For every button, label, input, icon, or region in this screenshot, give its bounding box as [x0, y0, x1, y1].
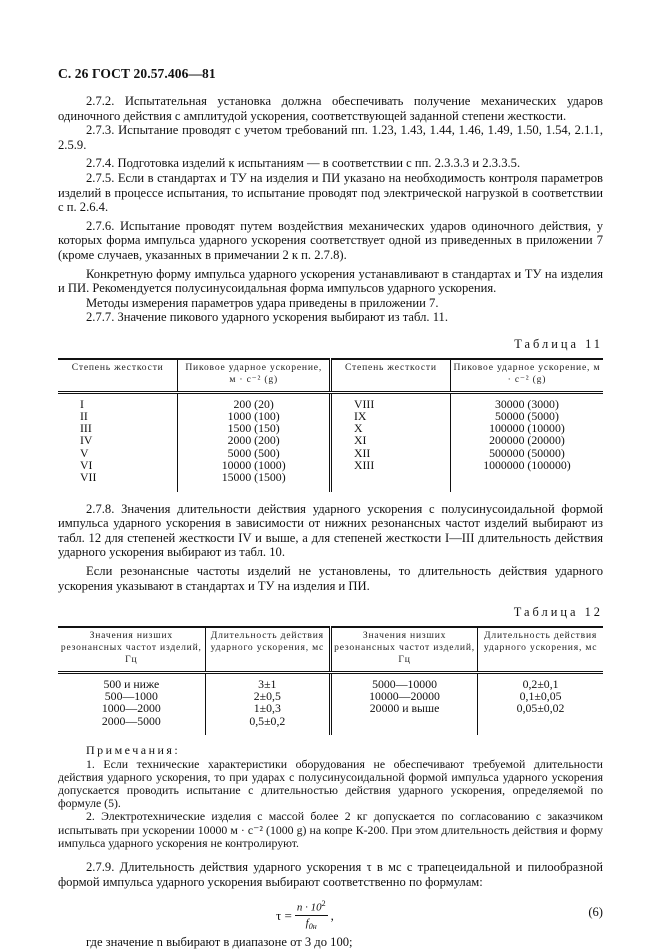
paragraph-2-7-5: 2.7.5. Если в стандартах и ТУ на изделия и ПИ указано на необходимость контроля параметров изделий в процессе испытания, то испытание проводят под электрической нагрузкой в соответствии с п. 2.6.4. — [58, 170, 603, 215]
accel-cell: 15000 (1500) — [178, 471, 331, 491]
table-11-header-grade: Степень жесткости — [330, 359, 450, 393]
paragraph-methods: Методы измерения параметров удара приведены в приложении 7. — [86, 295, 439, 310]
accel-cell: 5000 (500) — [178, 447, 331, 459]
paragraph-2-7-4: 2.7.4. Подготовка изделий к испытаниям — в соответствии с пп. 2.3.3.3 и 2.3.3.5. — [86, 156, 521, 171]
accel-cell: 1000 (100) — [178, 410, 331, 422]
duration-cell: 0,5±0,2 — [205, 715, 330, 735]
table-11-caption: Таблица 11 — [514, 336, 603, 351]
freq-cell: 20000 и выше — [330, 702, 477, 714]
paragraph-2-7-3: 2.7.3. Испытание проводят с учетом требований пп. 1.23, 1.43, 1.44, 1.46, 1.49, 1.50, 1.54, 2.1.1, 2.5.9. — [58, 123, 603, 152]
duration-cell: 1±0,3 — [205, 702, 330, 714]
table-row — [58, 392, 603, 410]
grade-cell: XII — [330, 447, 450, 459]
grade-cell: XIII — [330, 459, 450, 471]
formula-denominator — [306, 916, 317, 935]
formula-6 — [58, 895, 603, 935]
grade-cell: I — [80, 396, 84, 411]
numerator-base: n · 10 — [296, 901, 322, 914]
document-body — [58, 94, 603, 950]
grade-cell: VI — [80, 457, 93, 472]
table-12-header-row — [58, 627, 603, 673]
grade-cell: III — [80, 421, 92, 436]
freq-cell: 2000—5000 — [101, 713, 161, 728]
grade-cell: IV — [80, 433, 93, 448]
formula-fraction — [295, 897, 328, 935]
duration-cell — [478, 715, 603, 735]
accel-cell: 10000 (1000) — [178, 459, 331, 471]
table-11-header-accel: Пиковое ударное ускорение, м · с⁻² (g) — [450, 359, 603, 393]
table-12-header-freq: Значения низших резонансных частот изделий, Гц — [58, 627, 205, 673]
formula-numerator — [295, 897, 328, 916]
table-11 — [58, 358, 603, 492]
grade-cell: VIII — [330, 392, 450, 410]
numerator-exponent: 2 — [321, 899, 326, 909]
duration-cell: 3±1 — [205, 672, 330, 690]
accel-cell: 50000 (5000) — [450, 410, 603, 422]
table-12-header-duration: Длительность действия ударного ускорения, мс — [205, 627, 330, 673]
paragraph-2-7-2: 2.7.2. Испытательная установка должна обеспечивать получение механических ударов одиночного действия с амплитудой ускорения, соответствующей заданной степени жесткости. — [58, 94, 603, 123]
accel-cell — [450, 471, 603, 491]
paragraph-2-7-6: 2.7.6. Испытание проводят путем воздействия механических ударов одиночного действия, у которых форма импульса ударного ускорения соответствует одной из приведенных в приложении 7 (кроме случаев, указанных в примечании 2 к п. 2.7.8). — [58, 218, 603, 262]
grade-cell: VII — [80, 470, 97, 485]
accel-cell: 100000 (10000) — [450, 422, 603, 434]
accel-cell: 500000 (50000) — [450, 447, 603, 459]
duration-cell: 0,2±0,1 — [478, 672, 603, 690]
freq-cell: 10000—20000 — [330, 690, 477, 702]
notes-title: Примечания: — [86, 742, 181, 757]
table-12-header-freq: Значения низших резонансных частот изделий, Гц — [330, 627, 477, 673]
table-11-header-grade: Степень жесткости — [58, 359, 178, 393]
formula-lhs: τ = — [276, 907, 292, 923]
table-row — [58, 702, 603, 714]
paragraph-resonance: Если резонансные частоты изделий не установлены, то длительность действия ударного ускорения указывают в стандартах и ТУ на изделия и ПИ. — [58, 563, 603, 593]
freq-cell: 500—1000 — [104, 689, 158, 704]
accel-cell: 30000 (3000) — [450, 392, 603, 410]
formula-number: (6) — [588, 905, 603, 920]
paragraph-2-7-7: 2.7.7. Значение пикового ударного ускорения выбирают из табл. 11. — [86, 310, 448, 325]
formula-trail: , — [330, 907, 334, 923]
table-row — [58, 715, 603, 735]
table-12-caption: Таблица 12 — [513, 605, 603, 620]
note-1: 1. Если технические характеристики оборудования не обеспечивают требуемой длительности действия ударного ускорения, то при ударах с полусинусоидальной формой импульса ударного ускорения допускается проводить испытание с длительностью действия ударного ускорения, определяемой по формуле (5). — [58, 756, 603, 811]
grade-cell: IX — [330, 410, 450, 422]
duration-cell: 0,05±0,02 — [478, 702, 603, 714]
accel-cell: 1000000 (100000) — [450, 459, 603, 471]
formula-expression — [276, 897, 334, 935]
denominator-base: f — [305, 917, 309, 930]
note-2: 2. Электротехнические изделия с массой более 2 кг допускается по согласованию с заказчиком испытывать при ускорении 10000 м · с⁻² (1000 g) на копре К-200. При этом длительность действия и форму импульса ударного ускорения не контролируют. — [58, 809, 603, 850]
freq-cell — [330, 715, 477, 735]
table-11-header-row — [58, 359, 603, 393]
paragraph-2-7-9: 2.7.9. Длительность действия ударного ускорения τ в мс с трапецеидальной и пилообразной формой импульса ударного ускорения выбирают соответственно по формулам: — [58, 859, 603, 889]
duration-cell: 0,1±0,05 — [478, 690, 603, 702]
paragraph-shape: Конкретную форму импульса ударного ускорения устанавливают в стандартах и ТУ на изделия и ПИ. Рекомендуется полусинусоидальная форма импульсов ударного ускорения. — [58, 266, 603, 296]
grade-cell: II — [80, 408, 88, 423]
table-row — [58, 459, 603, 471]
table-row — [58, 672, 603, 690]
accel-cell: 2000 (200) — [178, 434, 331, 446]
table-12-header-duration: Длительность действия ударного ускорения, мс — [478, 627, 603, 673]
grade-cell: XI — [330, 434, 450, 446]
freq-cell: 500 и ниже — [103, 676, 160, 691]
table-row — [58, 471, 603, 491]
accel-cell: 200000 (20000) — [450, 434, 603, 446]
duration-cell: 2±0,5 — [205, 690, 330, 702]
grade-cell: X — [330, 422, 450, 434]
denominator-subscript: 0н — [308, 922, 317, 932]
freq-cell: 5000—10000 — [330, 672, 477, 690]
accel-cell: 200 (20) — [178, 392, 331, 410]
grade-cell — [330, 471, 450, 491]
table-11-header-accel: Пиковое ударное ускорение, м · с⁻² (g) — [178, 359, 331, 393]
page-header: С. 26 ГОСТ 20.57.406—81 — [58, 66, 216, 81]
accel-cell: 1500 (150) — [178, 422, 331, 434]
paragraph-2-7-8: 2.7.8. Значения длительности действия ударного ускорения с полусинусоидальной формой импульса ударного ускорения в зависимости от нижних резонансных частот изделий выбирают из табл. 12 для степеней жесткости IV и выше, а для степеней жесткости I—III длительность действия ударного ускорения выбирают из табл. 10. — [58, 501, 603, 560]
grade-cell: V — [80, 445, 89, 460]
paragraph-n-range: где значение n выбирают в диапазоне от 3 до 100; — [86, 935, 353, 950]
table-row — [58, 434, 603, 446]
freq-cell: 1000—2000 — [101, 701, 161, 716]
table-12 — [58, 626, 603, 735]
